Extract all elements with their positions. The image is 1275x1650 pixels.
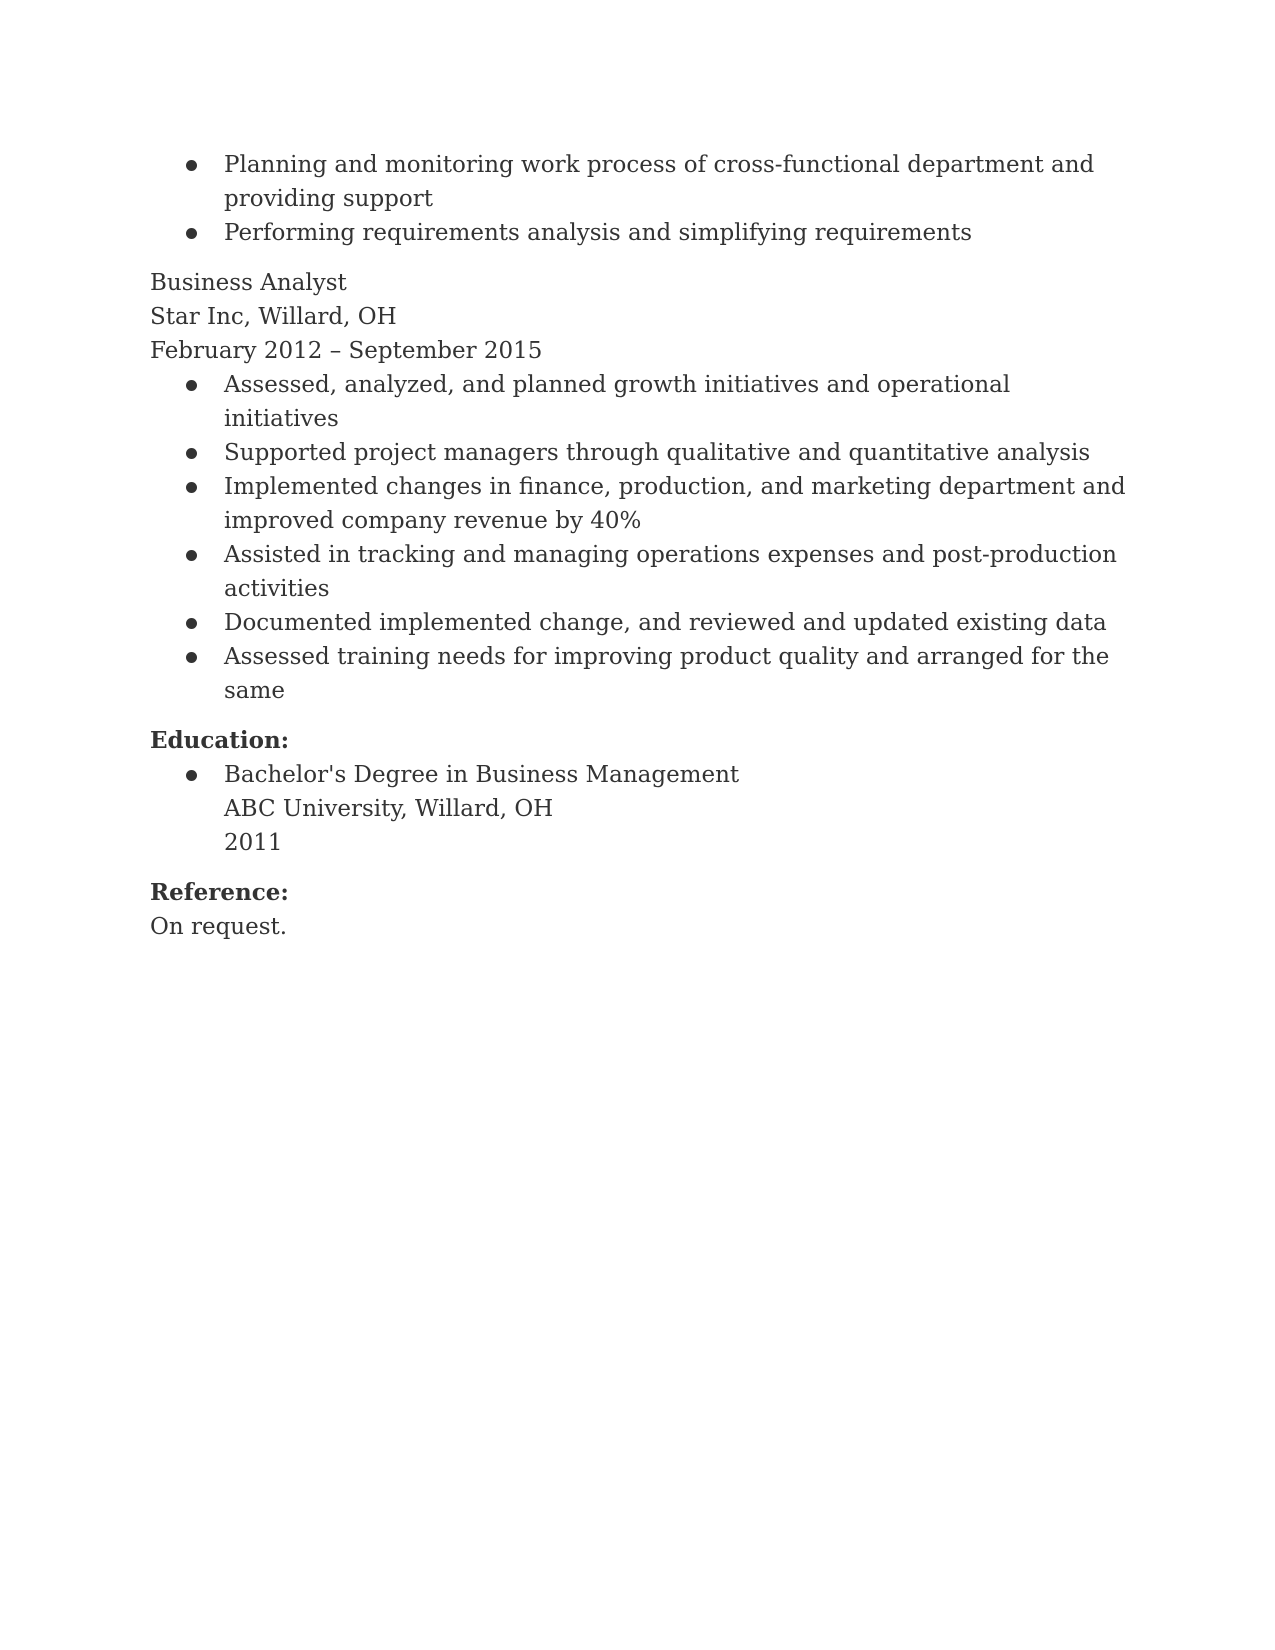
bullet-icon: [186, 380, 197, 391]
job-company: Star Inc, Willard, OH: [150, 304, 397, 330]
list-item: [224, 470, 1130, 538]
list-item: [224, 538, 1130, 606]
list-item: [224, 758, 1130, 860]
bullet-text: Assessed, analyzed, and planned growth initiatives and operational initiatives: [224, 372, 1011, 432]
bullet-icon: [186, 770, 197, 781]
reference-text: On request.: [150, 914, 288, 940]
bullet-text: Supported project managers through qualitative and quantitative analysis: [224, 440, 1091, 466]
bullet-icon: [186, 618, 197, 629]
list-item: [224, 216, 1130, 250]
bullet-text: Performing requirements analysis and simplifying requirements: [224, 220, 973, 246]
education-degree: Bachelor's Degree in Business Management: [224, 762, 740, 788]
list-item: [224, 606, 1130, 640]
bullet-text: Implemented changes in finance, production, and marketing department and improved company revenue by 40%: [224, 474, 1126, 534]
reference-heading: Reference:: [150, 879, 289, 906]
resume-page: [150, 148, 1130, 944]
job-dates: February 2012 – September 2015: [150, 338, 543, 364]
list-item: [224, 148, 1130, 216]
education-list: [150, 758, 1130, 860]
bullet-icon: [186, 550, 197, 561]
bullet-text: Documented implemented change, and reviewed and updated existing data: [224, 610, 1107, 636]
list-item: [224, 640, 1130, 708]
bullet-icon: [186, 482, 197, 493]
bullet-icon: [186, 448, 197, 459]
list-item: [224, 436, 1130, 470]
education-heading: Education:: [150, 727, 290, 754]
bullet-icon: [186, 228, 197, 239]
bullet-icon: [186, 652, 197, 663]
job-bullets: [150, 368, 1130, 708]
bullet-text: Planning and monitoring work process of cross-functional department and providing support: [224, 152, 1095, 212]
bullet-icon: [186, 160, 197, 171]
bullet-text: Assessed training needs for improving product quality and arranged for the same: [224, 644, 1110, 704]
list-item: [224, 368, 1130, 436]
education-school: ABC University, Willard, OH: [224, 796, 554, 822]
bullet-text: Assisted in tracking and managing operations expenses and post-production activities: [224, 542, 1117, 602]
education-year: 2011: [224, 830, 283, 856]
job-title: Business Analyst: [150, 270, 347, 296]
previous-job-bullets: [150, 148, 1130, 250]
